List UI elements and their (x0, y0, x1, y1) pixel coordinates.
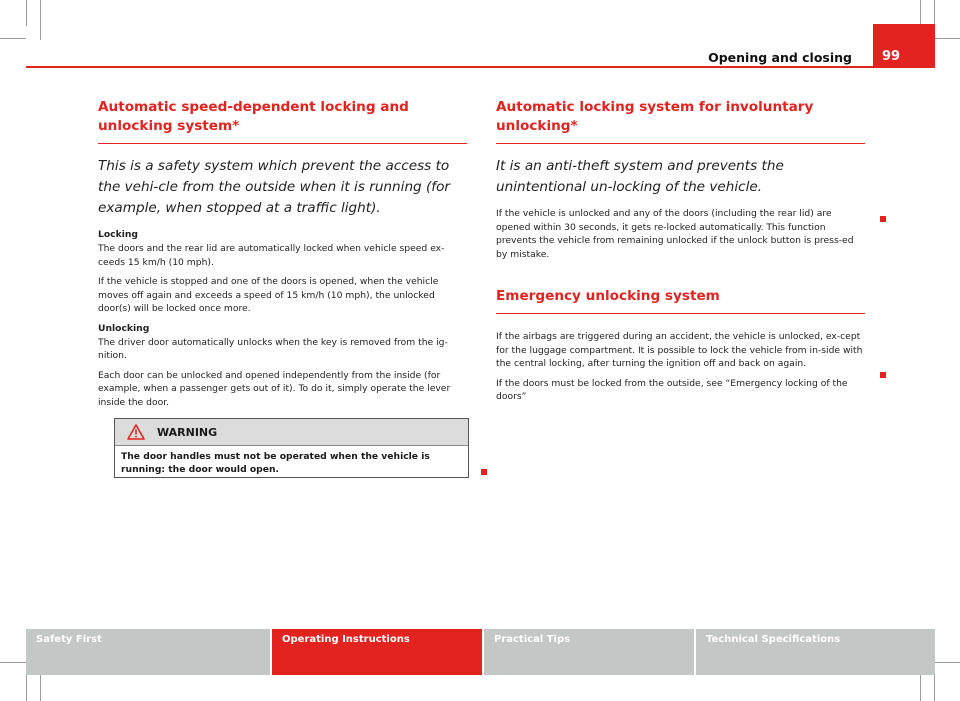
crop-mark (934, 0, 935, 26)
crop-mark (40, 0, 41, 40)
section-heading-emergency-unlocking: Emergency unlocking system (496, 287, 865, 314)
subheading-locking: Locking (98, 229, 138, 240)
crop-mark (0, 38, 26, 39)
crop-mark (934, 675, 935, 701)
footer-tab-technical-specifications[interactable]: Technical Specifications (696, 629, 935, 675)
warning-title: WARNING (157, 426, 218, 439)
section-end-marker-icon (481, 469, 487, 475)
section-heading-involuntary-unlocking: Automatic locking system for involuntary unlocking* (496, 98, 865, 144)
footer-tab-safety-first[interactable]: Safety First (26, 629, 270, 675)
section-end-marker-icon (880, 372, 886, 378)
section-intro: It is an anti-theft system and prevents the unintentional un-locking of the vehicle. (496, 158, 784, 195)
subheading-unlocking: Unlocking (98, 322, 150, 334)
paragraph: If the vehicle is unlocked and any of the doors (including the rear lid) are opened within 30 seconds, it gets re-locked automatically. This function prevents the vehicle from remaining unlocked if the unlock button is press-ed by mistake. (496, 208, 854, 260)
crop-mark (26, 0, 27, 26)
running-header-title: Opening and closing (708, 50, 852, 65)
paragraph: The driver door automatically unlocks when the key is removed from the ig-nition. (98, 336, 448, 361)
right-column (496, 98, 865, 410)
crop-mark (0, 662, 26, 663)
warning-triangle-icon (127, 424, 145, 440)
paragraph: If the vehicle is stopped and one of the doors is opened, when the vehicle moves off again and exceeds a speed of 15 km/h (10 mph), the unlocked door(s) will be locked once more. (98, 276, 439, 314)
warning-header (115, 419, 468, 446)
paragraph: If the doors must be locked from the outside, see “Emergency locking of the doors” (496, 377, 848, 402)
crop-mark (26, 675, 27, 701)
page-number: 99 (873, 24, 935, 68)
warning-box (114, 418, 469, 478)
footer-tab-operating-instructions[interactable]: Operating Instructions (272, 629, 482, 675)
section-heading-speed-locking: Automatic speed-dependent locking and unlocking system* (98, 98, 467, 144)
paragraph: The doors and the rear lid are automatically locked when vehicle speed ex-ceeds 15 km/h (10 mph). (98, 243, 445, 268)
warning-text: The door handles must not be operated when the vehicle is running: the door would open. (121, 451, 430, 475)
header-rule (26, 66, 935, 68)
crop-mark (935, 38, 960, 39)
section-end-marker-icon (880, 216, 886, 222)
crop-mark (935, 662, 960, 663)
left-column (98, 98, 467, 415)
paragraph: Each door can be unlocked and opened independently from the inside (for example, when a passenger gets out of it). To do it, simply operate the lever inside the door. (98, 369, 451, 408)
paragraph: If the airbags are triggered during an accident, the vehicle is unlocked, ex-cept for the luggage compartment. It is possible to lock the vehicle from in-side with the central locking, after turning the ignition off and back on again. (496, 331, 863, 369)
section-intro: This is a safety system which prevent the access to the vehi-cle from the outside when it is running (for example, when stopped at a traffic light). (98, 158, 451, 216)
footer-tab-practical-tips[interactable]: Practical Tips (484, 629, 694, 675)
